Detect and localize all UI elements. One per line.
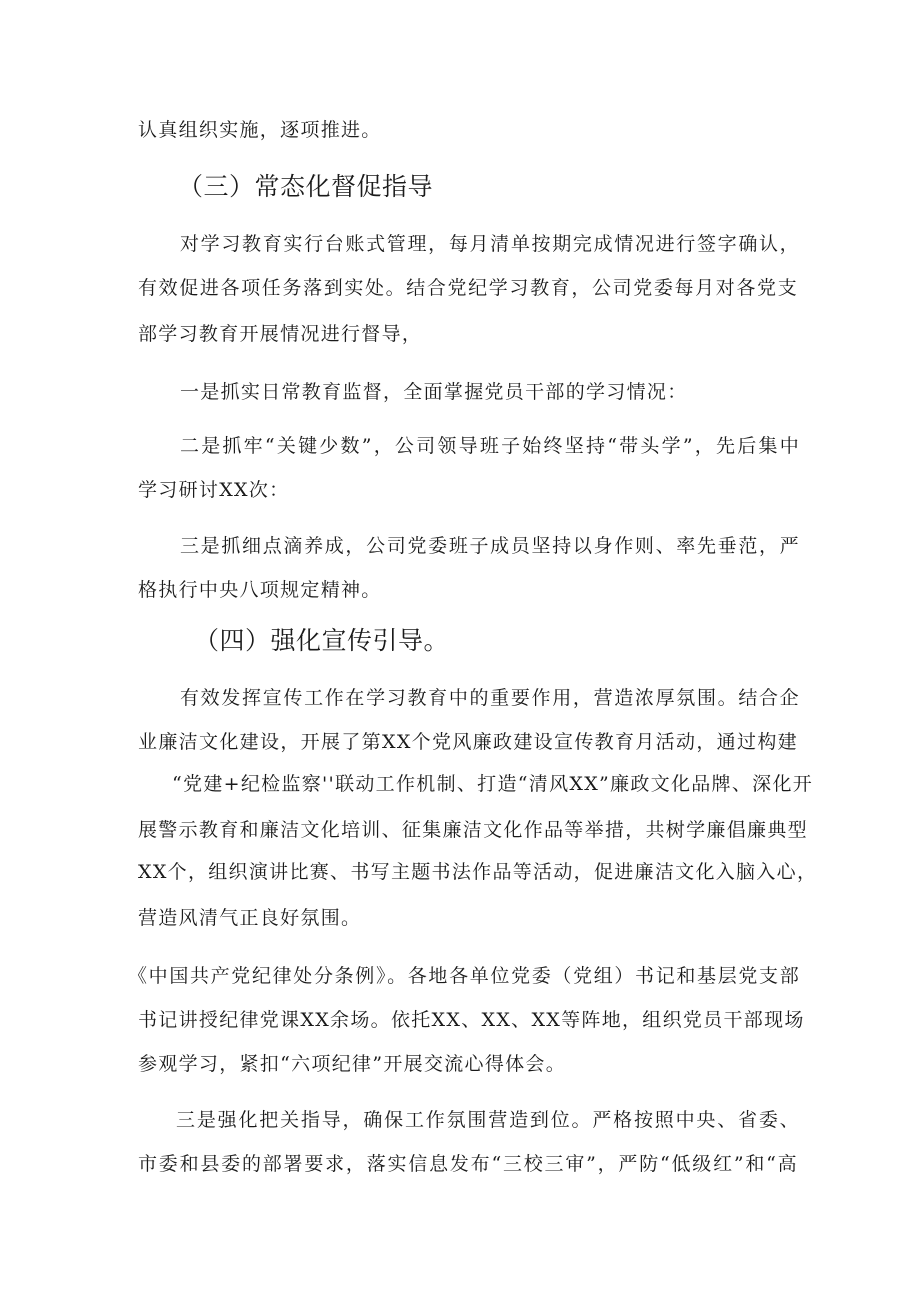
paragraph-first-line: 二是抓牢“关键少数”，公司领导班子始终坚持“带头学”，先后集中 <box>180 435 800 457</box>
body-text-line: 业廉洁文化建设，开展了第XX个党风廉政建设宣传教育月活动，通过构建 <box>138 731 798 753</box>
paragraph-first-line: 三是强化把关指导，确保工作氛围营造到位。严格按照中央、省委、 <box>176 1109 800 1131</box>
body-text-line: 书记讲授纪律党课XX余场。依托XX、XX、XX等阵地，组织党员干部现场 <box>138 1009 805 1031</box>
body-text-line: 有效促进各项任务落到实处。结合党纪学习教育，公司党委每月对各党支 <box>138 277 798 299</box>
body-text-line: 部学习教育开展情况进行督导， <box>138 323 423 345</box>
body-text-line: “党建+纪检监察''联动工作机制、打造“清风XX”廉政文化品牌、深化开 <box>172 773 814 795</box>
body-text-line: 市委和县委的部署要求，落实信息发布“三校三审”，严防“低级红”和“高 <box>138 1153 798 1175</box>
paragraph-first-line: 有效发挥宣传工作在学习教育中的重要作用，营造浓厚氛围。结合企 <box>180 687 800 709</box>
body-text-line: 参观学习，紧扣“六项纪律”开展交流心得体会。 <box>138 1053 567 1075</box>
paragraph-first-line: 一是抓实日常教育监督，全面掌握党员干部的学习情况： <box>180 381 688 403</box>
body-text-line: 格执行中央八项规定精神。 <box>138 579 382 601</box>
paragraph-first-line: 三是抓细点滴养成，公司党委班子成员坚持以身作则、率先垂范，严 <box>180 535 800 557</box>
section-heading-4: （四）强化宣传引导。 <box>194 626 450 655</box>
body-text-line: 认真组织实施，逐项推进。 <box>138 119 382 141</box>
body-text-line: 营造风清气正良好氛围。 <box>138 907 362 929</box>
body-text-line: 学习研讨XX次： <box>138 479 290 501</box>
body-text-line: 展警示教育和廉洁文化培训、征集廉洁文化作品等举措，共树学廉倡廉典型 <box>138 819 808 841</box>
body-text-line: XX个，组织演讲比赛、书写主题书法作品等活动，促进廉洁文化入脑入心， <box>138 861 818 883</box>
body-text-line: 《中国共产党纪律处分条例》。各地各单位党委（党组）书记和基层党支部 <box>128 965 800 987</box>
section-heading-3: （三）常态化督促指导 <box>178 172 434 201</box>
paragraph-first-line: 对学习教育实行台账式管理，每月清单按期完成情况进行签字确认， <box>180 233 800 255</box>
